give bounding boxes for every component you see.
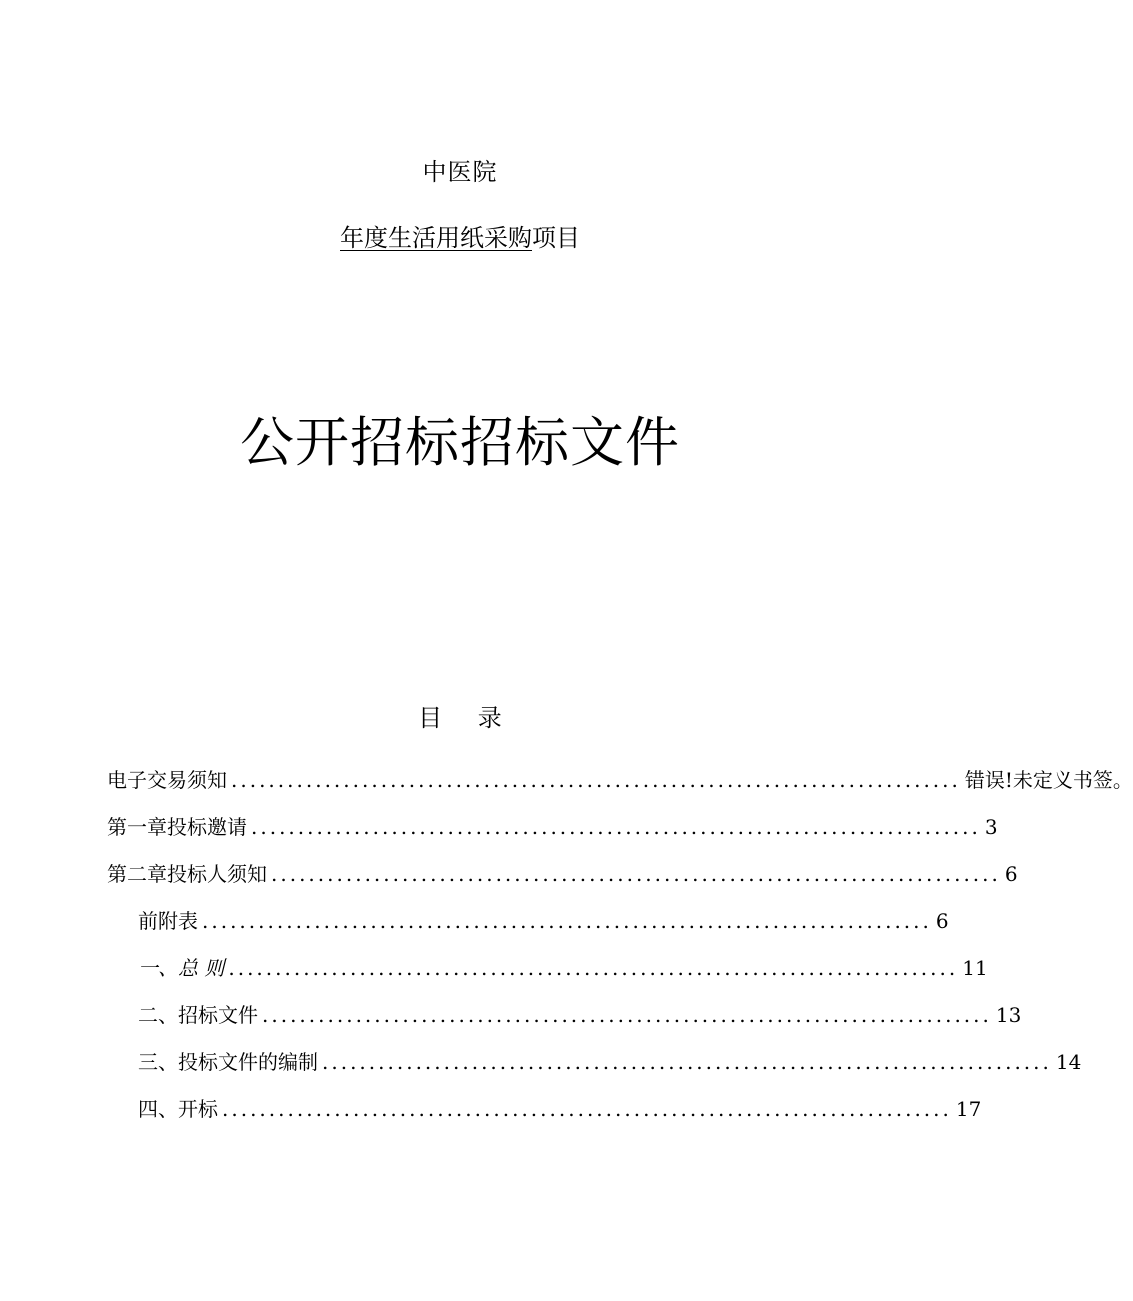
toc-leader-dots: .............................................................................. xyxy=(271,862,1001,886)
toc-entry-label: 电子交易须知 xyxy=(107,768,227,792)
toc-entry-chapter-1[interactable] xyxy=(107,809,998,845)
project-name-suffix: 项目 xyxy=(532,224,580,252)
toc-leader-dots: .............................................................................. xyxy=(322,1050,1052,1074)
toc-entry-page: 17 xyxy=(955,1097,982,1121)
toc-entry-page: 6 xyxy=(1004,862,1018,886)
toc-leader-dots: .............................................................................. xyxy=(262,1003,992,1027)
toc-entry-page: 14 xyxy=(1055,1050,1082,1074)
document-title: 公开招标招标文件 xyxy=(240,411,680,474)
toc-leader-dots: .............................................................................. xyxy=(228,956,959,980)
toc-entry-label: 三、投标文件的编制 xyxy=(138,1050,318,1074)
toc-entry-front-table[interactable] xyxy=(138,903,949,939)
toc-leader-dots: .............................................................................. xyxy=(231,768,961,792)
toc-entry-page: 11 xyxy=(962,956,988,980)
toc-entry-bid-opening[interactable] xyxy=(138,1091,982,1127)
toc-entry-bid-preparation[interactable] xyxy=(138,1044,1082,1080)
project-name xyxy=(0,222,920,254)
toc-entry-page: 3 xyxy=(984,815,998,839)
toc-entry-label: 二、招标文件 xyxy=(138,1003,258,1027)
toc-entry-electronic-trading[interactable] xyxy=(107,762,1133,798)
toc-entry-general[interactable] xyxy=(138,950,988,986)
organization-name: 中医院 xyxy=(422,158,498,186)
toc-leader-dots: .............................................................................. xyxy=(202,909,932,933)
toc-entry-label: 四、开标 xyxy=(138,1097,218,1121)
toc-entry-label: 前附表 xyxy=(138,909,198,933)
toc-entry-page: 错误!未定义书签。 xyxy=(964,768,1133,792)
toc-entry-page: 6 xyxy=(935,909,949,933)
toc-entry-chapter-2[interactable] xyxy=(107,856,1018,892)
toc-entry-page: 13 xyxy=(995,1003,1022,1027)
toc-title: 目 录 xyxy=(418,704,516,732)
toc-entry-label: 一、总 则 xyxy=(138,956,225,980)
toc-leader-dots: .............................................................................. xyxy=(251,815,981,839)
toc-entry-tender-documents[interactable] xyxy=(138,997,1022,1033)
toc-leader-dots: .............................................................................. xyxy=(222,1097,952,1121)
project-name-underlined: 年度生活用纸采购 xyxy=(340,224,532,252)
toc-entry-label: 第一章投标邀请 xyxy=(107,815,247,839)
toc-entry-label: 第二章投标人须知 xyxy=(107,862,267,886)
